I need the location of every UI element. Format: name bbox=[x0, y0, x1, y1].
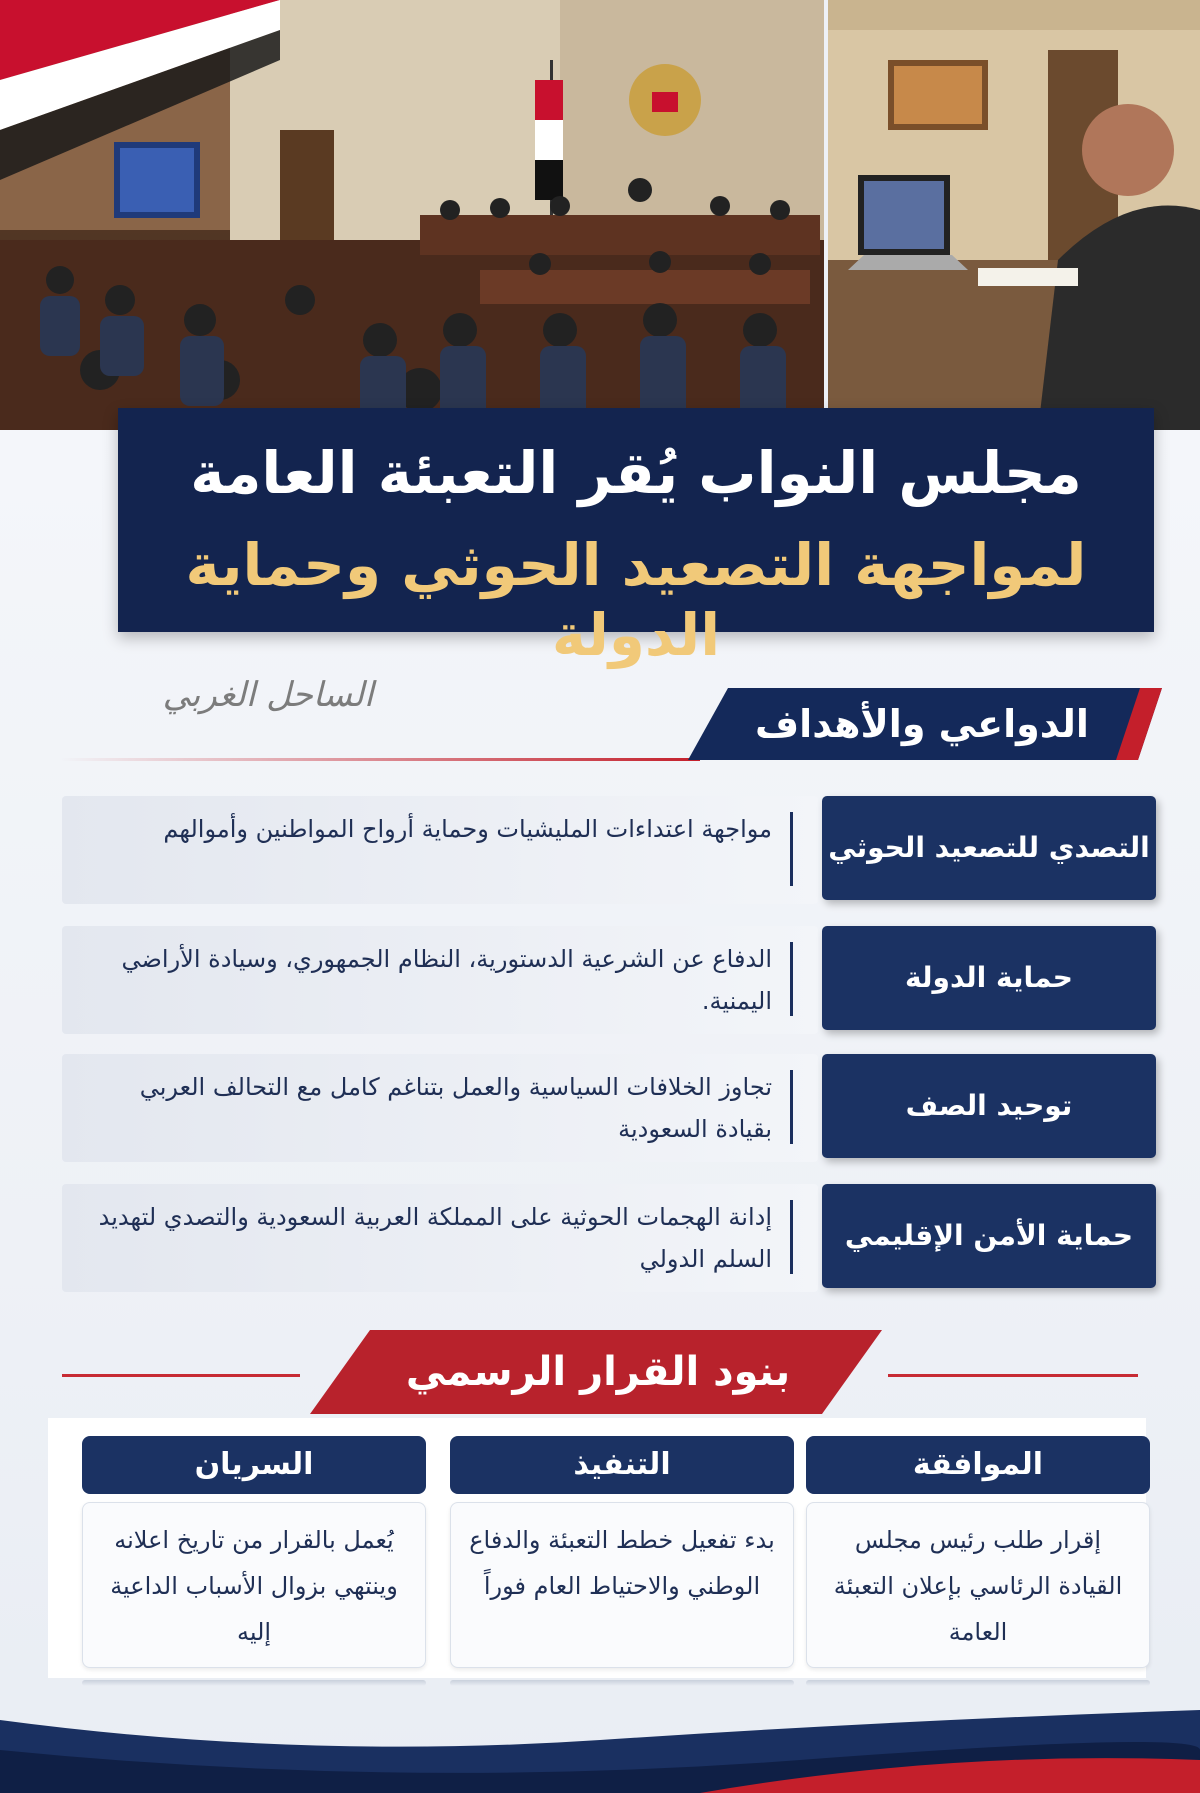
header-photos bbox=[0, 0, 1200, 430]
card-text: يُعمل بالقرار من تاريخ اعلانه وينتهي بزوال الأسباب الداعية إليه bbox=[110, 1526, 398, 1646]
headline-subtitle: لمواجهة التصعيد الحوثي وحماية الدولة bbox=[185, 531, 1087, 669]
divider bbox=[790, 1070, 793, 1144]
card-title: التنفيذ bbox=[573, 1447, 671, 1482]
goal-title: التصدي للتصعيد الحوثي bbox=[828, 831, 1150, 864]
divider bbox=[790, 942, 793, 1016]
card-header bbox=[450, 1436, 794, 1494]
goal-desc-box bbox=[62, 1054, 818, 1162]
card-body bbox=[450, 1502, 794, 1668]
goal-title: توحيد الصف bbox=[905, 1089, 1073, 1122]
goal-title: حماية الدولة bbox=[905, 961, 1073, 994]
footer-wave bbox=[0, 1690, 1200, 1793]
divider bbox=[790, 812, 793, 886]
card-body bbox=[82, 1502, 426, 1668]
card-body bbox=[806, 1502, 1150, 1668]
section-decision-line-left bbox=[62, 1374, 300, 1377]
goal-row bbox=[62, 1054, 1156, 1162]
goal-title-box bbox=[822, 1184, 1156, 1288]
card-header bbox=[806, 1436, 1150, 1494]
brand-logo: الساحل الغربي bbox=[162, 675, 374, 715]
remote-participant-photo bbox=[828, 0, 1200, 430]
decision-card-validity bbox=[82, 1436, 426, 1671]
goal-title-box bbox=[822, 926, 1156, 1030]
goal-title-box bbox=[822, 796, 1156, 900]
section-goals-underline bbox=[60, 758, 700, 761]
goal-desc-box bbox=[62, 926, 818, 1034]
goal-row bbox=[62, 1184, 1156, 1292]
divider bbox=[790, 1200, 793, 1274]
goal-title: حماية الأمن الإقليمي bbox=[844, 1219, 1134, 1252]
goal-description: الدفاع عن الشرعية الدستورية، النظام الجمهوري، وسيادة الأراضي اليمنية. bbox=[121, 945, 772, 1015]
goal-row bbox=[62, 926, 1156, 1034]
card-text: بدء تفعيل خطط التعبئة والدفاع الوطني والاحتياط العام فوراً bbox=[469, 1526, 775, 1600]
card-shadow bbox=[82, 1680, 426, 1686]
card-title: السريان bbox=[194, 1447, 314, 1482]
goal-row bbox=[62, 796, 1156, 904]
goal-title-box bbox=[822, 1054, 1156, 1158]
headline-box bbox=[118, 408, 1154, 669]
card-title: الموافقة bbox=[912, 1447, 1044, 1482]
headline-title: مجلس النواب يُقر التعبئة العامة bbox=[190, 439, 1082, 507]
card-shadow bbox=[450, 1680, 794, 1686]
goal-desc-box bbox=[62, 796, 818, 904]
section-goals-title: الدواعي والأهداف bbox=[755, 702, 1089, 746]
card-shadow bbox=[806, 1680, 1150, 1686]
goal-description: مواجهة اعتداءات المليشيات وحماية أرواح المواطنين وأموالهم bbox=[163, 815, 772, 843]
card-text: إقرار طلب رئيس مجلس القيادة الرئاسي بإعلان التعبئة العامة bbox=[833, 1526, 1123, 1646]
section-decision-line-right bbox=[888, 1374, 1138, 1377]
section-decision-title: بنود القرار الرسمي bbox=[405, 1349, 791, 1395]
goal-description: إدانة الهجمات الحوثية على المملكة العربية السعودية والتصدي لتهديد السلم الدولي bbox=[98, 1203, 772, 1273]
decision-card-approval bbox=[806, 1436, 1150, 1671]
goal-desc-box bbox=[62, 1184, 818, 1292]
parliament-session-photo bbox=[0, 0, 824, 430]
decision-card-implementation bbox=[450, 1436, 794, 1671]
goal-description: تجاوز الخلافات السياسية والعمل بتناغم كامل مع التحالف العربي بقيادة السعودية bbox=[139, 1073, 772, 1143]
card-header bbox=[82, 1436, 426, 1494]
